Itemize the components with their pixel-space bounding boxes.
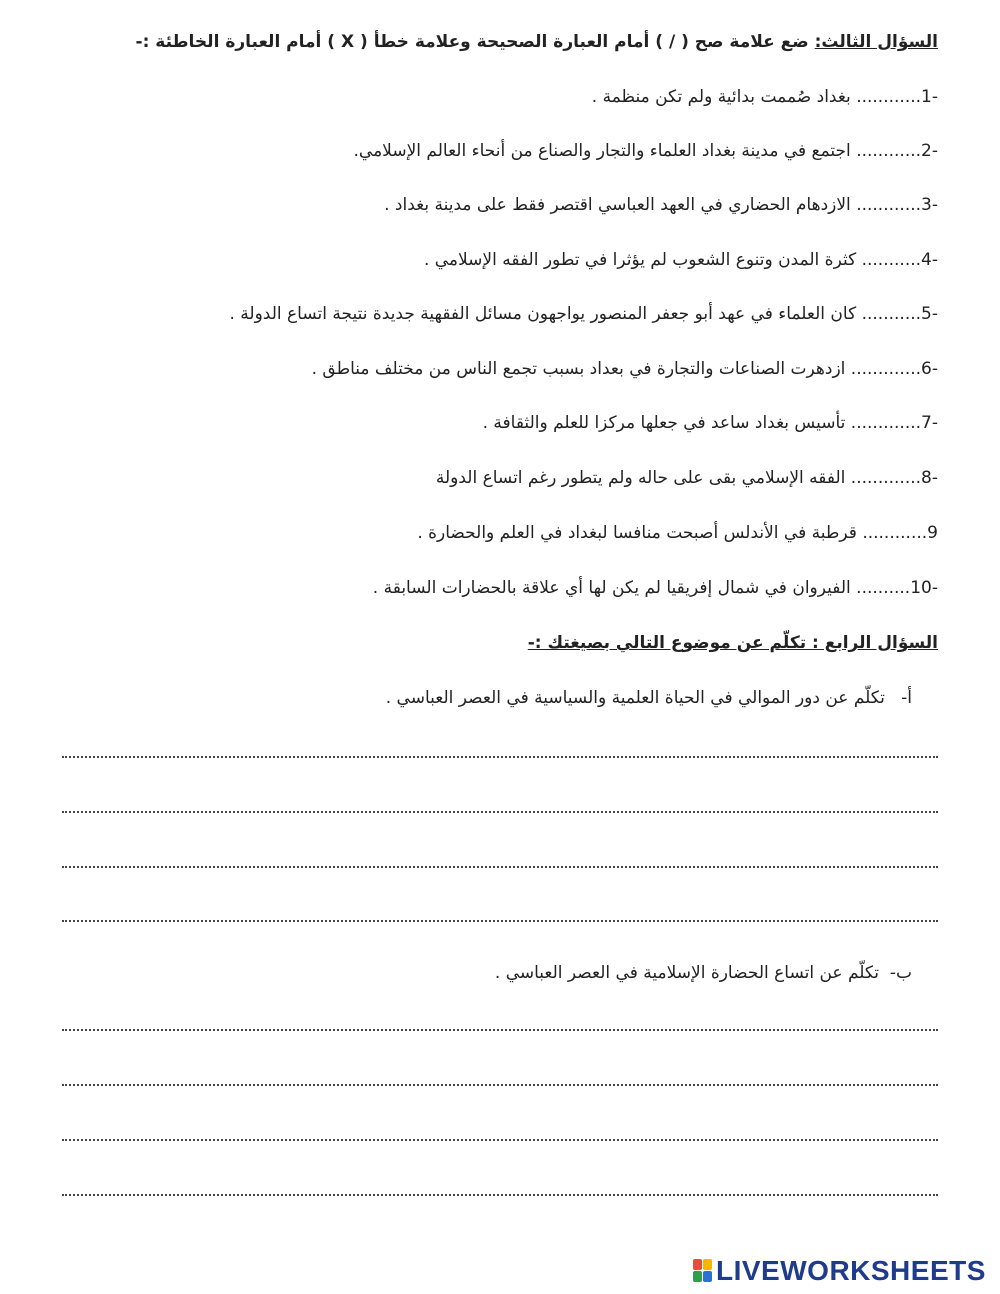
item-text: ازدهرت الصناعات والتجارة في بعداد بسبب تجمع الناس من مختلف مناطق . xyxy=(311,359,851,379)
answer-line[interactable] xyxy=(62,866,938,868)
answer-blank[interactable]: ........... xyxy=(861,304,922,324)
answer-line[interactable] xyxy=(62,1029,938,1031)
answer-blank[interactable]: ............. xyxy=(850,468,922,488)
q3-instruction: ضع علامة صح ( / ) أمام العبارة الصحيحة وعلامة خطأ ( X ) أمام العبارة الخاطئة :- xyxy=(135,32,815,52)
q3-item-6 xyxy=(312,357,938,381)
answer-blank[interactable]: ............ xyxy=(862,523,928,543)
answer-blank[interactable]: ............ xyxy=(856,195,922,215)
item-text: بغداد صُممت بدائية ولم تكن منظمة . xyxy=(591,87,857,107)
answer-line[interactable] xyxy=(62,1139,938,1141)
q3-item-5 xyxy=(229,302,938,326)
item-number: 4- xyxy=(921,250,938,270)
item-number: 2- xyxy=(921,141,938,161)
q3-item-1 xyxy=(592,85,938,109)
answer-blank[interactable]: ............. xyxy=(850,413,922,433)
sub-b-label: ب- xyxy=(889,963,912,983)
q3-item-3 xyxy=(384,193,938,217)
sub-b-text: تكلّم عن اتساع الحضارة الإسلامية في العصر العباسي . xyxy=(494,963,880,983)
answer-blank[interactable]: ............. xyxy=(850,359,922,379)
answer-blank[interactable]: ........... xyxy=(861,250,922,270)
q4-sub-b xyxy=(495,961,912,985)
item-number: 5- xyxy=(921,304,938,324)
q4-heading xyxy=(528,631,938,655)
liveworksheets-logo-icon xyxy=(693,1259,713,1283)
answer-line[interactable] xyxy=(62,920,938,922)
answer-line[interactable] xyxy=(62,1194,938,1196)
item-text: الفيروان في شمال إفريقيا لم يكن لها أي علاقة بالحضارات السابقة . xyxy=(372,578,857,598)
q4-sub-a xyxy=(386,686,912,710)
answer-line[interactable] xyxy=(62,1084,938,1086)
q4-title: السؤال الرابع : تكلّم عن موضوع التالي بصيغتك :- xyxy=(527,633,938,653)
answer-line[interactable] xyxy=(62,811,938,813)
q3-item-10 xyxy=(373,576,938,600)
item-text: الازدهام الحضاري في العهد العباسي اقتصر فقط على مدينة بغداد . xyxy=(384,195,857,215)
q3-item-7 xyxy=(483,411,938,435)
item-text: اجتمع في مدينة بغداد العلماء والتجار والصناع من أنحاء العالم الإسلامي. xyxy=(353,141,857,161)
q3-title: السؤال الثالث: xyxy=(814,32,938,52)
q3-item-2 xyxy=(354,139,939,163)
item-text: قرطبة في الأندلس أصبحت منافسا لبغداد في العلم والحضارة . xyxy=(417,523,863,543)
item-number: 6- xyxy=(921,359,938,379)
item-number: 8- xyxy=(921,468,938,488)
item-text: كثرة المدن وتنوع الشعوب لم يؤثرا في تطور الفقه الإسلامي . xyxy=(423,250,862,270)
item-number: 1- xyxy=(921,87,938,107)
item-text: تأسيس بغداد ساعد في جعلها مركزا للعلم والثقافة . xyxy=(482,413,851,433)
sub-a-text: تكلّم عن دور الموالي في الحياة العلمية والسياسية في العصر العباسي . xyxy=(385,688,885,708)
answer-blank[interactable]: ............ xyxy=(856,87,922,107)
q3-heading xyxy=(136,30,938,54)
item-number: 7- xyxy=(921,413,938,433)
q3-item-8 xyxy=(436,466,938,490)
answer-blank[interactable]: .......... xyxy=(856,578,911,598)
sub-a-label: أ- xyxy=(901,688,912,708)
item-text: كان العلماء في عهد أبو جعفر المنصور يواجهون مسائل الفقهية جديدة نتيجة اتساع الدولة . xyxy=(229,304,862,324)
item-number: 3- xyxy=(921,195,938,215)
answer-line[interactable] xyxy=(62,756,938,758)
item-number: 9 xyxy=(927,523,938,543)
item-number: 10- xyxy=(910,578,938,598)
q3-item-9 xyxy=(417,521,938,545)
logo-text: LIVEWORKSHEETS xyxy=(716,1255,986,1286)
q3-item-4 xyxy=(424,248,938,272)
liveworksheets-logo[interactable] xyxy=(693,1256,986,1286)
answer-blank[interactable]: ............ xyxy=(856,141,922,161)
item-text: الفقه الإسلامي بقى على حاله ولم يتطور رغم اتساع الدولة xyxy=(435,468,851,488)
